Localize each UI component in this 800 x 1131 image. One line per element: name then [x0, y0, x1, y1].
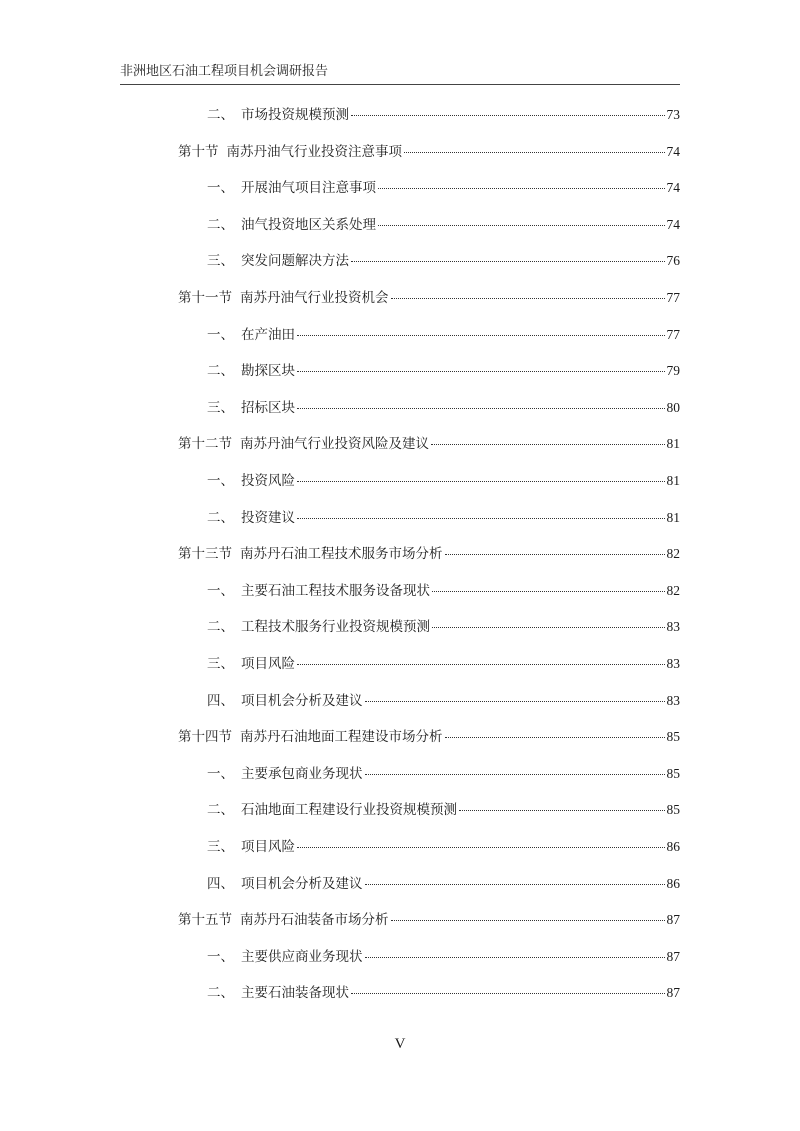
toc-entry-number: 三、	[207, 253, 234, 269]
toc-entry-title: 南苏丹油气行业投资机会	[240, 290, 389, 306]
toc-entry-page: 87	[666, 912, 680, 927]
toc-entry-title: 项目机会分析及建议	[241, 876, 363, 892]
toc-item-entry[interactable]	[207, 579, 680, 599]
dot-leader	[297, 335, 665, 336]
dot-leader	[365, 884, 665, 885]
dot-leader	[378, 225, 665, 226]
toc-entry-page: 81	[666, 436, 680, 451]
toc-entry-title: 项目风险	[241, 839, 295, 855]
toc-entry-number: 二、	[207, 363, 234, 379]
toc-entry-number: 一、	[207, 473, 234, 489]
toc-item-entry[interactable]	[207, 359, 680, 379]
toc-entry-title: 项目机会分析及建议	[241, 693, 363, 709]
toc-item-entry[interactable]	[207, 798, 680, 818]
toc-item-entry[interactable]	[207, 652, 680, 672]
toc-entry-number: 三、	[207, 656, 234, 672]
dot-leader	[297, 518, 665, 519]
toc-entry-page: 76	[666, 253, 680, 268]
toc-entry-page: 81	[666, 473, 680, 488]
toc-entry-title: 油气投资地区关系处理	[241, 217, 376, 233]
toc-entry-number: 第十一节	[178, 290, 232, 306]
toc-entry-title: 南苏丹石油地面工程建设市场分析	[240, 729, 443, 745]
toc-item-entry[interactable]	[207, 981, 680, 1001]
toc-entry-page: 85	[666, 766, 680, 781]
dot-leader	[297, 664, 665, 665]
dot-leader	[432, 591, 665, 592]
dot-leader	[297, 408, 665, 409]
toc-section-entry[interactable]	[178, 432, 680, 452]
toc-entry-number: 二、	[207, 217, 234, 233]
toc-section-entry[interactable]	[178, 725, 680, 745]
toc-entry-page: 83	[666, 693, 680, 708]
page-number: V	[394, 1036, 406, 1052]
dot-leader	[404, 152, 665, 153]
dot-leader	[365, 701, 665, 702]
toc-entry-number: 四、	[207, 876, 234, 892]
dot-leader	[297, 847, 665, 848]
toc-entry-page: 74	[666, 217, 680, 232]
toc-entry-title: 主要供应商业务现状	[241, 949, 363, 965]
toc-section-entry[interactable]	[178, 542, 680, 562]
toc-entry-page: 82	[666, 546, 680, 561]
toc-entry-page: 74	[666, 144, 680, 159]
toc-entry-number: 第十四节	[178, 729, 232, 745]
toc-entry-number: 第十五节	[178, 912, 232, 928]
running-header: 非洲地区石油工程项目机会调研报告	[120, 64, 329, 79]
toc-entry-number: 三、	[207, 400, 234, 416]
dot-leader	[459, 810, 665, 811]
toc-item-entry[interactable]	[207, 506, 680, 526]
toc-entry-number: 一、	[207, 180, 234, 196]
toc-entry-page: 87	[666, 949, 680, 964]
toc-entry-number: 二、	[207, 619, 234, 635]
toc-entry-page: 86	[666, 876, 680, 891]
dot-leader	[297, 481, 665, 482]
toc-entry-number: 二、	[207, 802, 234, 818]
toc-entry-title: 主要石油装备现状	[241, 985, 349, 1001]
toc-entry-number: 一、	[207, 327, 234, 343]
toc-entry-number: 四、	[207, 693, 234, 709]
toc-entry-page: 74	[666, 180, 680, 195]
toc-entry-page: 82	[666, 583, 680, 598]
toc-entry-number: 一、	[207, 949, 234, 965]
toc-entry-page: 79	[666, 363, 680, 378]
toc-entry-page: 85	[666, 729, 680, 744]
toc-item-entry[interactable]	[207, 615, 680, 635]
toc-entry-page: 80	[666, 400, 680, 415]
toc-entry-page: 86	[666, 839, 680, 854]
toc-entry-page: 81	[666, 510, 680, 525]
toc-entry-title: 石油地面工程建设行业投资规模预测	[241, 802, 457, 818]
toc-entry-page: 85	[666, 802, 680, 817]
toc-entry-number: 第十三节	[178, 546, 232, 562]
toc-section-entry[interactable]	[178, 908, 680, 928]
toc-entry-title: 项目风险	[241, 656, 295, 672]
toc-section-entry[interactable]	[178, 286, 680, 306]
toc-entry-number: 第十二节	[178, 436, 232, 452]
toc-item-entry[interactable]	[207, 689, 680, 709]
toc-item-entry[interactable]	[207, 323, 680, 343]
toc-entry-number: 二、	[207, 107, 234, 123]
toc-entry-title: 市场投资规模预测	[241, 107, 349, 123]
toc-entry-title: 主要石油工程技术服务设备现状	[241, 583, 430, 599]
toc-entry-title: 开展油气项目注意事项	[241, 180, 376, 196]
toc-entry-title: 南苏丹石油装备市场分析	[240, 912, 389, 928]
dot-leader	[351, 261, 665, 262]
toc-entry-page: 77	[666, 327, 680, 342]
toc-entry-page: 77	[666, 290, 680, 305]
toc-entry-title: 招标区块	[241, 400, 295, 416]
toc-entry-title: 投资建议	[241, 510, 295, 526]
dot-leader	[351, 115, 665, 116]
toc-item-entry[interactable]	[207, 872, 680, 892]
toc-item-entry[interactable]	[207, 762, 680, 782]
dot-leader	[391, 298, 665, 299]
toc-entry-number: 二、	[207, 510, 234, 526]
dot-leader	[432, 627, 665, 628]
toc-entry-title: 主要承包商业务现状	[241, 766, 363, 782]
toc-entry-page: 87	[666, 985, 680, 1000]
toc-entry-title: 投资风险	[241, 473, 295, 489]
toc-item-entry[interactable]	[207, 469, 680, 489]
toc-item-entry[interactable]	[207, 835, 680, 855]
toc-entry-page: 73	[666, 107, 680, 122]
toc-item-entry[interactable]	[207, 213, 680, 233]
toc-entry-title: 南苏丹石油工程技术服务市场分析	[240, 546, 443, 562]
dot-leader	[445, 554, 665, 555]
toc-entry-page: 83	[666, 656, 680, 671]
toc-entry-number: 二、	[207, 985, 234, 1001]
dot-leader	[365, 957, 665, 958]
toc-section-entry[interactable]	[178, 140, 680, 160]
dot-leader	[431, 444, 665, 445]
dot-leader	[365, 774, 665, 775]
header-rule	[120, 84, 680, 85]
toc-entry-title: 南苏丹油气行业投资注意事项	[226, 144, 402, 160]
toc-entry-number: 一、	[207, 583, 234, 599]
dot-leader	[351, 993, 665, 994]
toc-item-entry[interactable]	[207, 103, 680, 123]
dot-leader	[445, 737, 665, 738]
dot-leader	[297, 371, 665, 372]
toc-entry-number: 一、	[207, 766, 234, 782]
dot-leader	[391, 920, 665, 921]
toc-entry-title: 勘探区块	[241, 363, 295, 379]
toc-item-entry[interactable]	[207, 249, 680, 269]
toc-entry-number: 第十节	[178, 144, 219, 160]
toc-item-entry[interactable]	[207, 945, 680, 965]
toc-entry-title: 南苏丹油气行业投资风险及建议	[240, 436, 429, 452]
toc-item-entry[interactable]	[207, 396, 680, 416]
toc-entry-title: 在产油田	[241, 327, 295, 343]
toc-entry-number: 三、	[207, 839, 234, 855]
toc-entry-title: 突发问题解决方法	[241, 253, 349, 269]
toc-entry-page: 83	[666, 619, 680, 634]
toc-entry-title: 工程技术服务行业投资规模预测	[241, 619, 430, 635]
toc-item-entry[interactable]	[207, 176, 680, 196]
dot-leader	[378, 188, 665, 189]
